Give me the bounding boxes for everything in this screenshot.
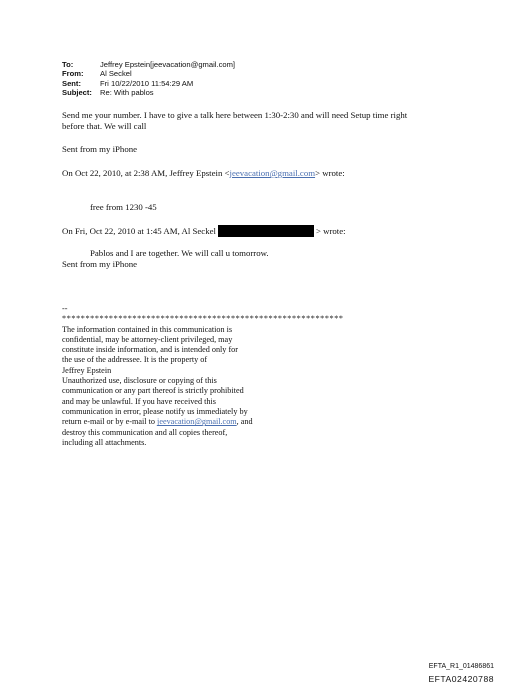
disclaimer-line-4: the use of the addressee. It is the property of	[62, 355, 208, 365]
to-row	[62, 60, 235, 69]
quote-header-1	[62, 168, 345, 179]
footer-id-2: EFTA02420788	[428, 674, 494, 684]
disclaimer-line-3: constitute inside information, and is intended only for	[62, 345, 238, 355]
disclaimer-line-8: and may be unlawful. If you have received this	[62, 396, 216, 406]
disclaimer-line-11: destroy this communication and all copies thereof,	[62, 427, 228, 437]
disclaimer-line-1: The information contained in this communication is	[62, 324, 233, 334]
subject-label: Subject:	[62, 88, 92, 98]
signature-2: Sent from my iPhone	[62, 259, 138, 269]
quote-header-2	[62, 225, 346, 237]
quote1-suffix: > wrote:	[315, 168, 345, 178]
body-line-1: Send me your number. I have to give a talk here between 1:30-2:30 and will need Setup time right	[62, 110, 408, 120]
disclaimer-line-5: Jeffrey Epstein	[62, 365, 112, 375]
disclaimer-line-9: communication in error, please notify us immediately by	[62, 406, 248, 416]
to-value: Jeffrey Epstein[jeevacation@gmail.com]	[100, 60, 236, 69]
disclaimer	[62, 304, 362, 448]
disclaimer-dash: --	[62, 304, 68, 313]
disclaimer-line-12: including all attachments.	[62, 437, 147, 447]
email-header	[62, 60, 235, 98]
disclaimer-stars: ************************************************************	[62, 314, 344, 324]
sent-value: Fri 10/22/2010 11:54:29 AM	[100, 78, 194, 88]
subject-value: Re: With pablos	[100, 88, 154, 98]
disclaimer-line-2: confidential, may be attorney-client privileged, may	[62, 334, 233, 344]
from-value: Al Seckel	[100, 69, 132, 79]
quote2-prefix: On Fri, Oct 22, 2010 at 1:45 AM, Al Seckel	[62, 226, 216, 236]
signature-1: Sent from my iPhone	[62, 144, 138, 154]
disclaimer-line-6: Unauthorized use, disclosure or copying of this	[62, 376, 217, 386]
disclaimer-line-10	[62, 417, 362, 427]
quote2-suffix: > wrote:	[315, 226, 346, 236]
pablos-line: Pablos and I are together. We will call u tomorrow.	[90, 248, 269, 258]
quote1-prefix: On Oct 22, 2010, at 2:38 AM, Jeffrey Epstein <	[62, 168, 230, 178]
body-line-2: before that. We will call	[62, 121, 147, 131]
disclaimer-line-7: communication or any part thereof is strictly prohibited	[62, 386, 244, 396]
footer-id-1: EFTA_R1_01486861	[428, 663, 494, 670]
to-label: To:	[62, 60, 74, 69]
free-line: free from 1230 -45	[90, 202, 157, 212]
from-row	[62, 69, 235, 78]
quote1-email-link[interactable]: jeevacation@gmail.com	[229, 168, 316, 178]
disclaimer-email-link[interactable]: jeevacation@gmail.com	[157, 417, 237, 427]
from-label: From:	[62, 69, 84, 79]
redaction-box	[218, 225, 314, 237]
sent-row	[62, 79, 235, 88]
subject-row	[62, 88, 235, 97]
sent-label: Sent:	[62, 78, 81, 88]
disclaimer-line-10-prefix: return e-mail or by e-mail to	[62, 417, 158, 427]
disclaimer-line-10-suffix: , and	[236, 417, 253, 427]
